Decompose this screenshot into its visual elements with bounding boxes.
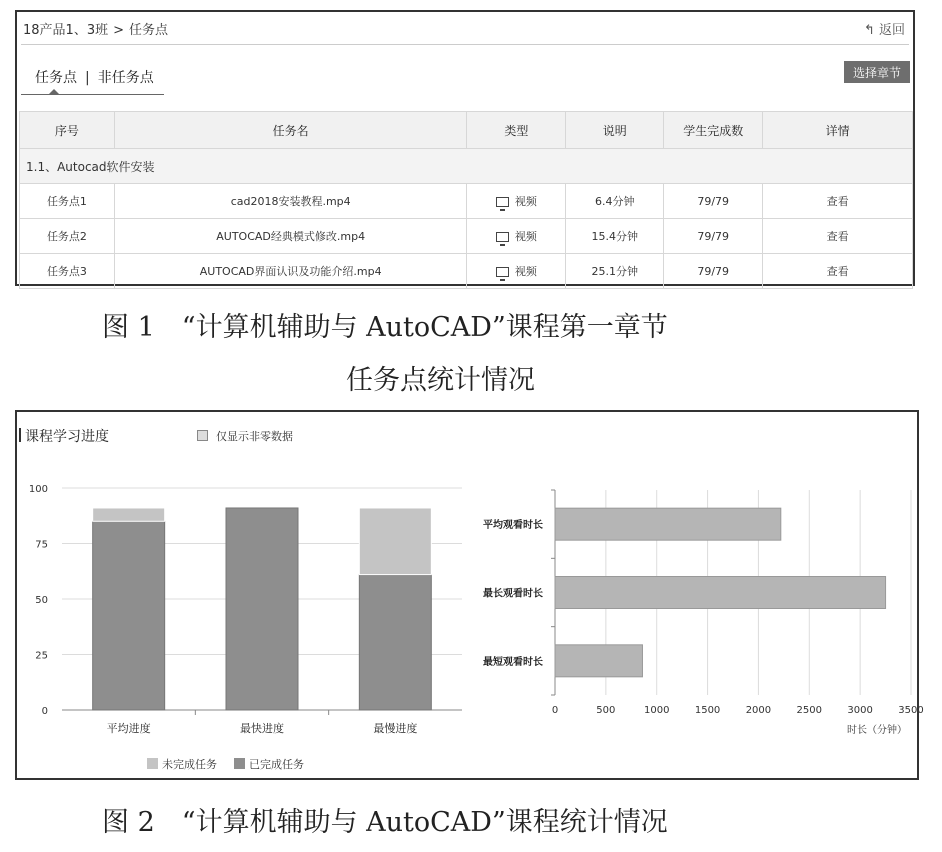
back-button[interactable] — [864, 19, 905, 38]
back-label: 返回 — [878, 23, 905, 38]
duration-bar — [555, 645, 642, 677]
table-row — [20, 254, 913, 289]
y-tick-label: 50 — [35, 595, 48, 606]
figure1-caption-line1: 图 1 “计算机辅助与 AutoCAD”课程第一章节 — [102, 312, 668, 343]
task-type — [467, 184, 566, 219]
col-header-name: 任务名 — [114, 112, 467, 149]
bar-completed — [359, 575, 431, 710]
task-type-label: 视频 — [514, 265, 537, 278]
tab-task-points[interactable]: 任务点 — [35, 70, 77, 86]
y-category-label: 最长观看时长 — [483, 588, 543, 600]
task-note: 15.4分钟 — [566, 219, 664, 254]
checkbox-label: 仅显示非零数据 — [216, 430, 293, 443]
active-tab-underline — [21, 94, 164, 95]
task-type — [467, 254, 566, 289]
task-done-count: 79/79 — [664, 254, 763, 289]
legend-label: 已完成任务 — [249, 758, 304, 771]
bar-completed — [93, 521, 165, 710]
x-tick-label: 2000 — [745, 705, 772, 716]
task-seq: 任务点1 — [20, 184, 115, 219]
legend-swatch — [234, 758, 245, 769]
x-tick-label: 500 — [596, 705, 616, 716]
active-tab-caret-icon — [49, 89, 59, 94]
panel-title: 课程学习进度 — [25, 426, 109, 446]
tab-bar — [35, 67, 154, 87]
figure2-caption: 图 2 “计算机辅助与 AutoCAD”课程统计情况 — [102, 807, 668, 838]
col-header-type: 类型 — [467, 112, 566, 149]
table-header-row — [20, 112, 913, 149]
task-done-count: 79/79 — [664, 219, 763, 254]
monitor-icon — [496, 197, 509, 207]
task-name: cad2018安装教程.mp4 — [114, 184, 467, 219]
breadcrumb-current: 任务点 — [129, 23, 169, 38]
y-tick-label: 100 — [28, 484, 48, 495]
legend-label: 未完成任务 — [162, 758, 217, 771]
bar-incomplete — [93, 508, 165, 521]
x-tick-label: 0 — [551, 705, 559, 716]
duration-bar — [555, 508, 781, 540]
task-note: 6.4分钟 — [566, 184, 664, 219]
breadcrumb-separator: > — [113, 23, 124, 38]
col-header-seq: 序号 — [20, 112, 115, 149]
task-detail-link[interactable]: 查看 — [763, 184, 913, 219]
duration-bar — [555, 577, 886, 609]
col-header-note: 说明 — [566, 112, 664, 149]
breadcrumb-course-link[interactable]: 18产品1、3班 — [23, 23, 109, 38]
x-tick-label: 1000 — [643, 705, 670, 716]
divider — [21, 44, 909, 45]
task-done-count: 79/79 — [664, 184, 763, 219]
x-category-label: 最快进度 — [240, 722, 284, 735]
course-progress-panel — [15, 410, 924, 780]
task-table — [19, 111, 913, 289]
y-tick-label: 25 — [35, 650, 48, 662]
task-note: 25.1分钟 — [566, 254, 664, 289]
progress-charts — [17, 412, 924, 778]
task-detail-link[interactable]: 查看 — [763, 254, 913, 289]
table-row — [20, 184, 913, 219]
x-category-label: 最慢进度 — [373, 722, 418, 735]
chapter-row — [20, 149, 913, 184]
x-tick-label: 2500 — [796, 705, 823, 716]
col-header-done: 学生完成数 — [664, 112, 763, 149]
figure1-caption-line2: 任务点统计情况 — [346, 365, 535, 396]
bar-incomplete — [359, 508, 431, 575]
y-category-label: 平均观看时长 — [483, 520, 543, 532]
table-row — [20, 219, 913, 254]
task-stats-panel — [15, 10, 915, 286]
bar-completed — [226, 508, 298, 710]
x-tick-label: 3500 — [898, 705, 924, 716]
back-arrow-icon: ↰ — [863, 23, 875, 38]
tab-non-task-points[interactable]: 非任务点 — [97, 70, 154, 86]
task-name: AUTOCAD界面认识及功能介绍.mp4 — [114, 254, 467, 289]
y-tick-label: 0 — [41, 706, 48, 717]
monitor-icon — [496, 232, 509, 242]
col-header-detail: 详情 — [763, 112, 913, 149]
task-name: AUTOCAD经典模式修改.mp4 — [114, 219, 467, 254]
x-tick-label: 1500 — [694, 705, 721, 716]
breadcrumb — [23, 19, 168, 38]
task-seq: 任务点2 — [20, 219, 115, 254]
task-type — [467, 219, 566, 254]
x-category-label: 平均进度 — [106, 722, 151, 735]
y-tick-label: 75 — [35, 539, 48, 551]
task-seq: 任务点3 — [20, 254, 115, 289]
y-category-label: 最短观看时长 — [483, 656, 543, 668]
task-detail-link[interactable]: 查看 — [763, 219, 913, 254]
monitor-icon — [496, 267, 509, 277]
task-type-label: 视频 — [514, 195, 537, 208]
tab-divider: | — [85, 70, 90, 86]
legend-swatch — [147, 758, 158, 769]
x-tick-label: 3000 — [847, 705, 873, 716]
chapter-title: 1.1、Autocad软件安装 — [20, 149, 913, 184]
task-type-label: 视频 — [514, 230, 537, 243]
x-axis-label: 时长（分钟） — [847, 725, 907, 736]
select-chapter-button[interactable]: 选择章节 — [844, 61, 910, 83]
